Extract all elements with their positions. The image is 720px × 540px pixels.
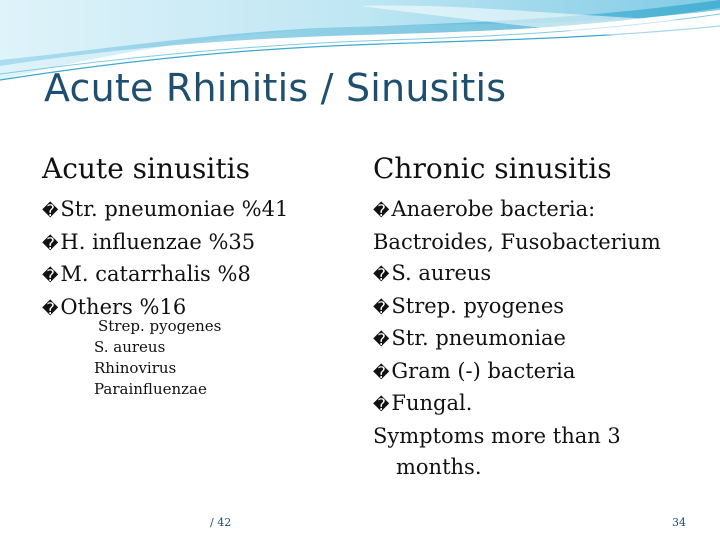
pathogen-label: Gram (-) bacteria (391, 358, 576, 383)
bullet-glyph: � (42, 233, 59, 253)
pathogen-label: Fungal. (391, 391, 473, 415)
pathogen-label: H. influenzae %35 (60, 229, 256, 254)
slide-number: 34 (672, 516, 686, 529)
pathogen-label: Others %16 (60, 294, 187, 319)
footer-page-total: / 42 (210, 516, 232, 529)
symptoms-line-2: months. (396, 455, 482, 479)
sub-list-item: Strep. pyogenes (98, 317, 222, 335)
pathogen-label: Str. pneumoniae (391, 326, 566, 350)
list-item (373, 291, 661, 324)
pathogen-label: M. catarrhalis %8 (60, 262, 251, 286)
list-item (373, 323, 661, 356)
bullet-glyph: � (373, 265, 390, 284)
symptoms-line-1: Symptoms more than 3 (373, 423, 621, 448)
slide-title: Acute Rhinitis / Sinusitis (44, 66, 507, 110)
bullet-glyph: � (42, 266, 59, 285)
pathogen-label: S. aureus (391, 261, 492, 285)
chronic-pathogen-list (373, 194, 661, 484)
bullet-glyph: � (42, 298, 59, 318)
chronic-sinusitis-heading: Chronic sinusitis (373, 152, 612, 185)
list-item (373, 388, 661, 421)
pathogen-label: Strep. pyogenes (391, 293, 565, 318)
bullet-glyph: � (42, 201, 59, 220)
list-item (42, 259, 288, 292)
pathogen-label: Anaerobe bacteria: (391, 197, 596, 221)
pathogen-label: Str. pneumoniae %41 (60, 197, 289, 221)
sub-list-item: Rhinovirus (94, 359, 177, 377)
acute-sinusitis-heading: Acute sinusitis (42, 152, 250, 185)
list-item (42, 194, 288, 227)
others-sub-list (94, 316, 221, 400)
sub-list-item: S. aureus (94, 338, 166, 356)
list-item-continuation: Bactroides, Fusobacterium (373, 229, 661, 254)
bullet-glyph: � (373, 395, 390, 414)
bullet-glyph: � (373, 362, 390, 382)
list-item (373, 258, 661, 291)
bullet-glyph: � (373, 297, 390, 317)
list-item (42, 227, 288, 260)
list-item (373, 356, 661, 389)
sub-list-item: Parainfluenzae (94, 380, 207, 398)
bullet-glyph: � (373, 201, 390, 220)
bullet-glyph: � (373, 330, 390, 349)
list-item (373, 194, 661, 227)
acute-pathogen-list (42, 194, 288, 324)
